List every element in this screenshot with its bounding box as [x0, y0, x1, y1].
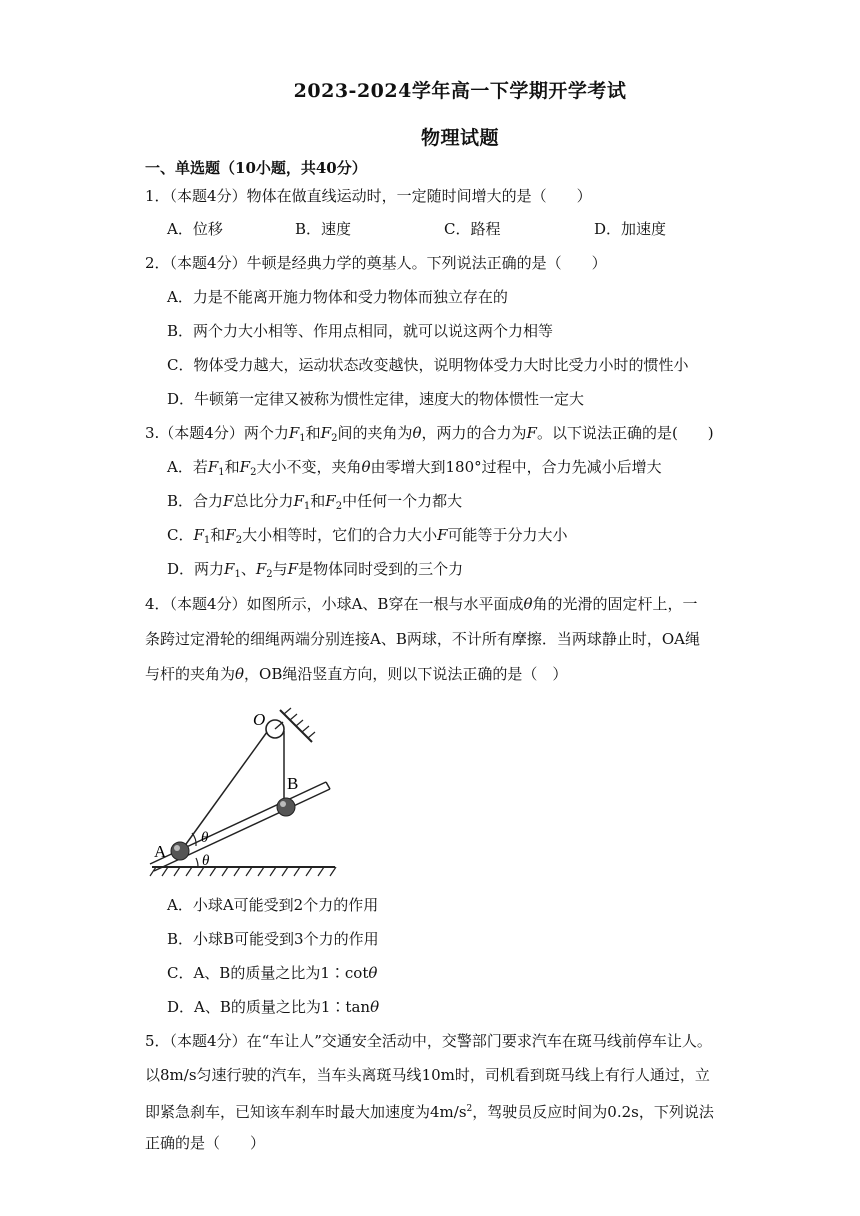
- q5-stem-line4: 正确的是（ ）: [145, 1134, 266, 1152]
- q5-stem-line3: 即紧急刹车，已知该车刹车时最大加速度为$4m/s^2$，驾驶员反应时间为0.2s，下列说法: [145, 1103, 714, 1121]
- q4-option-d: D．A、B的质量之比为1∶tanθ: [167, 998, 380, 1016]
- q5-stem-line1: 5．（本题4分）在“车让人”交通安全活动中，交警部门要求汽车在斑马线前停车让人。: [145, 1032, 712, 1050]
- q2-option-d: D．牛顿第一定律又被称为惯性定律，速度大的物体惯性一定大: [167, 390, 585, 408]
- q1-option-a: A．位移: [167, 220, 223, 238]
- ball-b-highlight: [280, 801, 286, 807]
- q3-option-c: C．$F_1$和$F_2$大小相等时，它们的合力大小F可能等于分力大小: [167, 526, 568, 546]
- section-heading: 一、单选题（10小题，共40分）: [145, 159, 367, 177]
- q2-option-b: B．两个力大小相等、作用点相同，就可以说这两个力相等: [167, 322, 554, 340]
- q2-option-c: C．物体受力越大，运动状态改变越快，说明物体受力大时比受力小时的惯性小: [167, 356, 689, 374]
- label-b: B: [287, 774, 299, 793]
- q1-option-c: C．路程: [444, 220, 501, 238]
- ball-a-highlight: [174, 845, 180, 851]
- ground-hatch: [150, 867, 336, 876]
- label-o: O: [253, 710, 266, 729]
- exam-title: 2023-2024学年高一下学期开学考试: [293, 80, 627, 102]
- q4-option-c: C．A、B的质量之比为1∶cotθ: [167, 964, 378, 982]
- q4-option-b: B．小球B可能受到3个力的作用: [167, 930, 379, 948]
- q1-option-b: B．速度: [295, 220, 352, 238]
- rope-oa: [181, 732, 267, 851]
- q4-stem-line1: 4．（本题4分）如图所示，小球A、B穿在一根与水平面成θ角的光滑的固定杆上，一: [145, 595, 698, 613]
- q3-option-b: B．合力F总比分力$F_1$和$F_2$中任何一个力都大: [167, 492, 463, 512]
- label-theta-rope: θ: [201, 830, 209, 846]
- q1-option-d: D．加速度: [594, 220, 667, 238]
- label-theta-ground: θ: [202, 853, 210, 869]
- q4-option-a: A．小球A可能受到2个力的作用: [167, 896, 379, 914]
- q4-stem-line3: 与杆的夹角为θ，OB绳沿竖直方向，则以下说法正确的是（ ）: [145, 665, 568, 683]
- ball-a: [171, 842, 189, 860]
- ceiling-hatch: [284, 708, 315, 738]
- q5-stem-line2: 以8m/s匀速行驶的汽车，当车头离斑马线10m时，司机看到斑马线上有行人通过，立: [145, 1066, 710, 1084]
- q3-option-a: A．若$F_1$和$F_2$大小不变，夹角θ由零增大到180°过程中，合力先减小后增大: [167, 458, 662, 478]
- q2-option-a: A．力是不能离开施力物体和受力物体而独立存在的: [167, 288, 508, 306]
- label-a: A: [154, 842, 167, 861]
- q4-figure: [140, 700, 350, 890]
- q3-stem: 3.（本题4分）两个力$F_1$和$F_2$间的夹角为θ，两力的合力为F。以下说法正确的是( ): [145, 424, 714, 444]
- rod-end: [326, 782, 330, 789]
- ball-b: [277, 798, 295, 816]
- angle-arc-ground: [196, 858, 198, 867]
- q2-stem: 2．（本题4分）牛顿是经典力学的奠基人。下列说法正确的是（ ）: [145, 254, 607, 272]
- q4-stem-line2: 条跨过定滑轮的细绳两端分别连接A、B两球，不计所有摩擦．当两球静止时，OA绳: [145, 630, 700, 648]
- q1-stem: 1．（本题4分）物体在做直线运动时，一定随时间增大的是（ ）: [145, 187, 592, 205]
- exam-subject: 物理试题: [420, 127, 499, 149]
- q3-option-d: D．两力$F_1$、$F_2$与F是物体同时受到的三个力: [167, 560, 464, 580]
